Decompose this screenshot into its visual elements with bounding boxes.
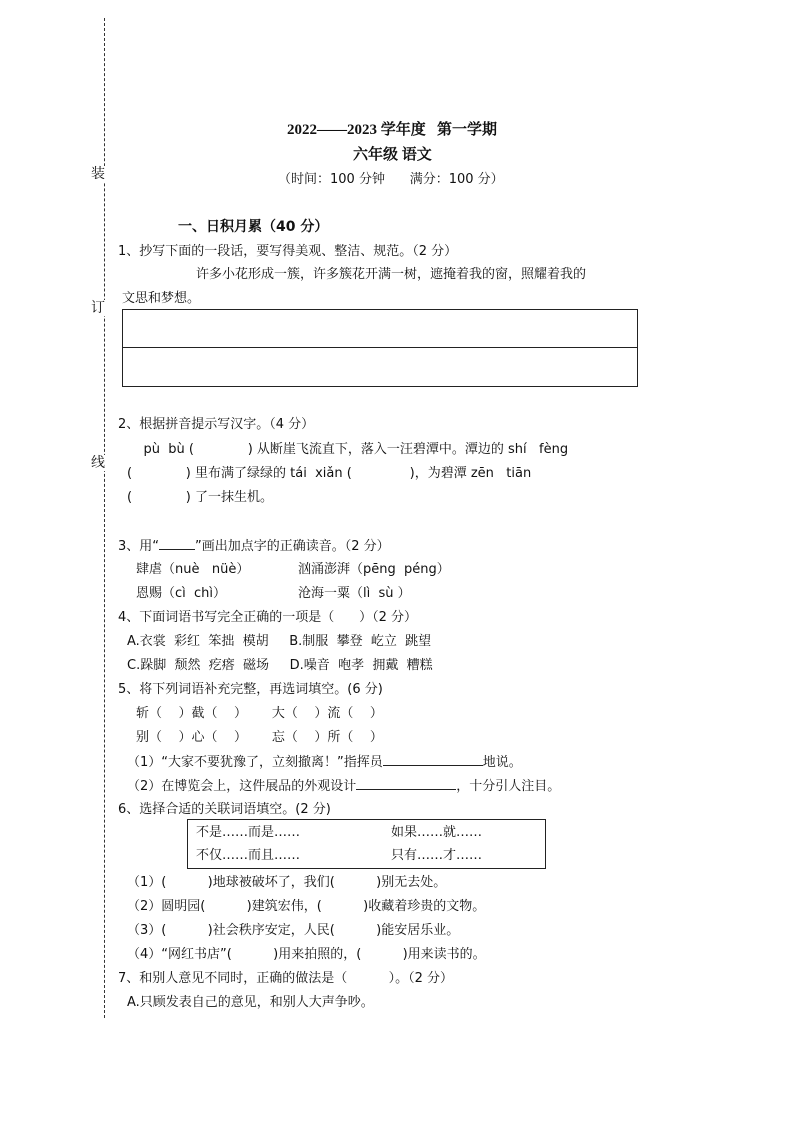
- q7-prompt: 7、和别人意见不同时，正确的做法是（ ）。（2 分）: [118, 971, 453, 986]
- q3-item: 汹涌澎湃（pēng péng）: [298, 562, 450, 577]
- q3-item: 恩赐（cì chì）: [136, 586, 227, 601]
- q1-passage-line2: 文思和梦想。: [122, 291, 201, 306]
- q2-line3: ( ) 了一抹生机。: [127, 490, 273, 505]
- q6-prompt: 6、选择合适的关联词语填空。(2 分): [118, 802, 331, 817]
- q5-words-row2: 别（ ）心（ ） 忘（ ）所（ ）: [136, 730, 383, 745]
- conjunction-options-box: [187, 819, 546, 869]
- q4-options-row2: C.跺脚 颓然 疙瘩 磁场 D.噪音 咆孝 拥戴 糟糕: [127, 658, 433, 673]
- section-heading: 一、日积月累（40 分）: [178, 219, 329, 235]
- q1-prompt: 1、抄写下面的一段话，要写得美观、整洁、规范。（2 分）: [118, 244, 458, 259]
- q1-passage-line1: 许多小花形成一簇，许多簇花开满一树，遮掩着我的窗，照耀着我的: [196, 267, 587, 282]
- q2-line2: ( ) 里布满了绿绿的 tái xiǎn ( )，为碧潭 zēn tiān: [127, 466, 532, 481]
- exam-info: （时间：100 分钟 满分：100 分）: [278, 172, 504, 187]
- q3-prompt: 3、用“ ”画出加点字的正确读音。（2 分）: [118, 539, 390, 554]
- q2-prompt: 2、根据拼音提示写汉字。（4 分）: [118, 417, 315, 432]
- q6-sentence3: （3）( )社会秩序安定，人民( )能安居乐业。: [127, 923, 460, 938]
- copy-writing-box[interactable]: [122, 309, 638, 387]
- q2-line1: pù bù ( ) 从断崖飞流直下，落入一汪碧潭中。潭边的 shí fèng: [127, 442, 569, 457]
- underline-sample: [159, 537, 195, 550]
- fill-blank[interactable]: [383, 753, 483, 766]
- q6-sentence4: （4）“网红书店”( )用来拍照的，( )用来读书的。: [127, 947, 486, 962]
- q5-prompt: 5、将下列词语补充完整，再选词填空。(6 分): [118, 682, 383, 697]
- conjunction-option: 如果……就……: [391, 825, 483, 840]
- binding-label-ding: 订: [91, 300, 105, 316]
- q4-options-row1: A.衣裳 彩红 笨拙 模胡 B.制服 攀登 屹立 跳望: [127, 634, 432, 649]
- q6-sentence1: （1）( )地球被破坏了，我们( )别无去处。: [127, 875, 447, 890]
- q5-sentence2: （2）在博览会上，这件展品的外观设计 ，十分引人注目。: [127, 779, 561, 794]
- copy-box-divider: [123, 347, 637, 348]
- q3-item: 肆虐（nuè nüè）: [136, 562, 250, 577]
- q5-words-row1: 斩（ ）截（ ） 大（ ）流（ ）: [136, 706, 383, 721]
- fill-blank[interactable]: [356, 777, 456, 790]
- q7-option-a: A.只顾发表自己的意见，和别人大声争吵。: [127, 995, 374, 1010]
- conjunction-option: 不是……而是……: [196, 825, 301, 840]
- binding-label-zhuang: 装: [91, 166, 105, 182]
- exam-year-title: 2022——2023 学年度 第一学期: [287, 122, 498, 138]
- conjunction-option: 不仅……而且……: [196, 848, 301, 863]
- q5-sentence1: （1）“大家不要犹豫了，立刻撤离！”指挥员 地说。: [127, 755, 522, 770]
- conjunction-option: 只有……才……: [391, 848, 483, 863]
- binding-label-xian: 线: [91, 455, 105, 471]
- q3-item: 沧海一粟（lì sù ）: [298, 586, 411, 601]
- exam-subject-title: 六年级 语文: [353, 147, 432, 163]
- q4-prompt: 4、下面词语书写完全正确的一项是（ ）（2 分）: [118, 610, 417, 625]
- q6-sentence2: （2）圆明园( )建筑宏伟，( )收藏着珍贵的文物。: [127, 899, 486, 914]
